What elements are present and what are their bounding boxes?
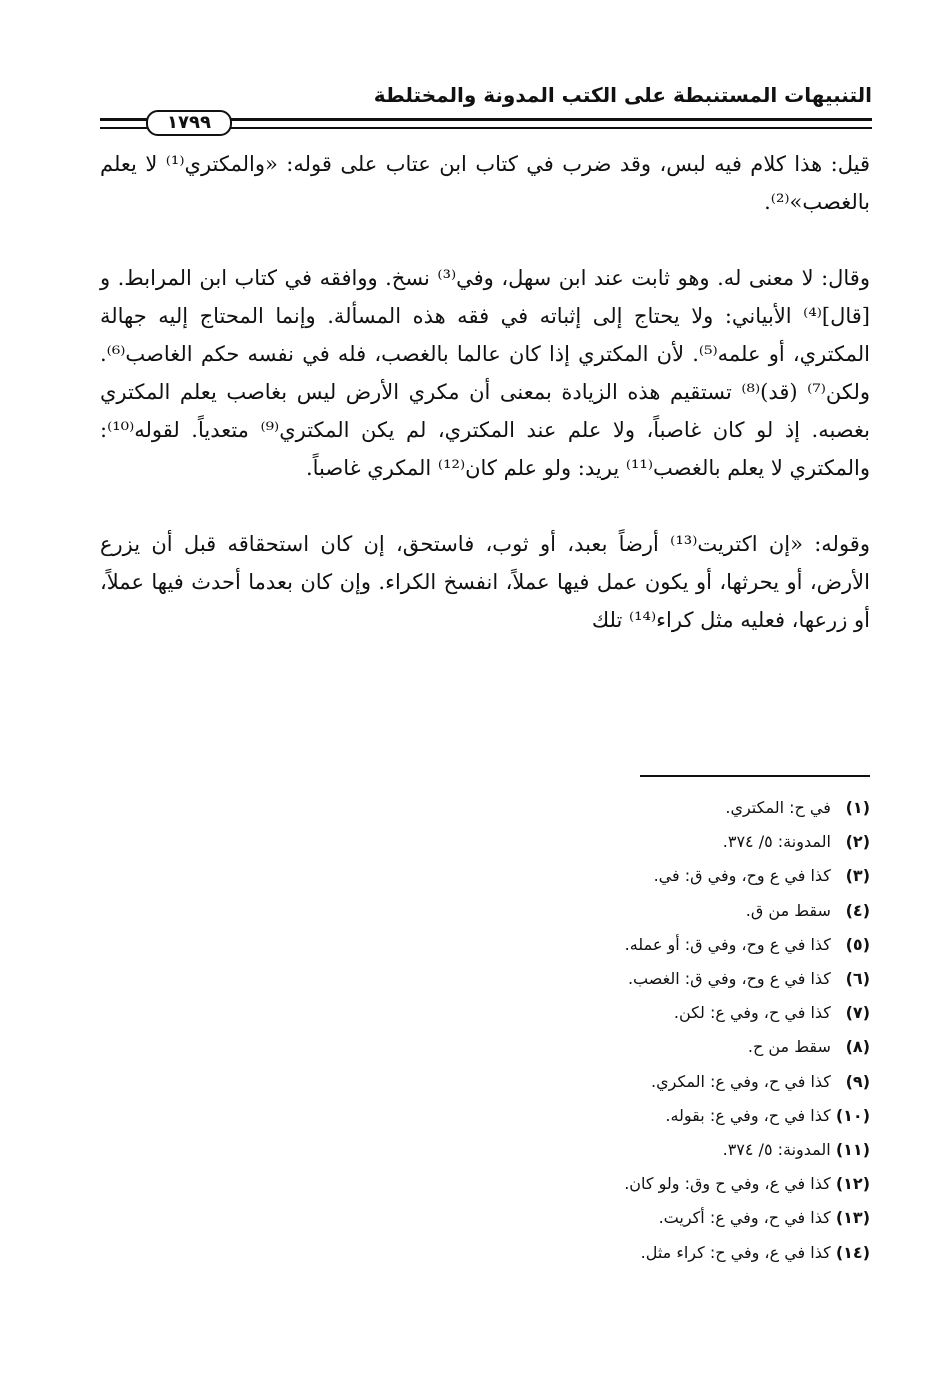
footnote: [100, 996, 870, 1030]
footnote: [100, 1065, 870, 1099]
footnote-number: (٧): [845, 1003, 870, 1023]
footnote-text: كذا في ع، وفي ح وق: ولو كان.: [624, 1174, 831, 1194]
footnote-text: سقط من ق.: [745, 900, 831, 920]
footnote-number: (٣): [845, 866, 870, 886]
paragraph: قيل: هذا كلام فيه لبس، وقد ضرب في كتاب ابن عتاب على قوله: «والمكتري⁽¹⁾ لا يعلم بالغصب»⁽²⁾.: [100, 152, 871, 214]
footnotes: [100, 791, 870, 1270]
footnote-number: (٩): [845, 1071, 870, 1091]
footnote-number: (٤): [845, 900, 870, 920]
page-header: [100, 82, 872, 108]
header-rule: [100, 110, 872, 136]
footnote-separator: [640, 775, 870, 777]
footnote-text: المدونة: ٥/ ٣٧٤.: [722, 832, 831, 852]
footnote: [100, 928, 870, 962]
paragraph: وقال: لا معنى له. وهو ثابت عند ابن سهل، وفي⁽³⁾ نسخ. ووافقه في كتاب ابن المرابط. و [قال]⁽⁴⁾ الأبياني: ولا يحتاج إلى إثباته في فقه هذه المسألة. وإنما المحتاج إليه جهالة المكتري، أو علمه⁽⁵⁾. لأن المكتري إذا كان عالما بالغصب، فله في نفسه حكم الغاصب⁽⁶⁾. ولكن⁽⁷⁾ (قد)⁽⁸⁾ تستقيم هذه الزيادة بمعنى أن مكري الأرض ليس بغاصب يعلم المكتري بغصبه. إذ لو كان غاصباً، ولا علم عند المكتري، لم يكن المكتري⁽⁹⁾ متعدياً. لقوله⁽¹⁰⁾: والمكتري لا يعلم بالغصب⁽¹¹⁾ يريد: ولو علم كان⁽¹²⁾ المكري غاصباً.: [100, 266, 870, 480]
footnote-text: في ح: المكتري.: [725, 798, 831, 817]
footnote-text: كذا في ع وح، وفي ق: أو عمله.: [624, 934, 831, 954]
footnote-text: كذا في ع، وفي ح: كراء مثل.: [640, 1242, 831, 1262]
main-text: [100, 145, 870, 639]
footnote: [100, 962, 870, 996]
running-title: التنبيهات المستنبطة على الكتب المدونة والمختلطة: [373, 83, 872, 107]
footnote-number: (١٤): [835, 1242, 870, 1262]
footnote: [100, 1099, 870, 1133]
footnote-number: (١٢): [835, 1174, 870, 1194]
footnote-text: كذا في ع وح، وفي ق: في.: [653, 866, 831, 886]
footnote: [100, 1236, 870, 1270]
footnote-text: كذا في ع وح، وفي ق: الغصب.: [627, 969, 831, 989]
footnote: [100, 1167, 870, 1201]
footnote: [100, 791, 870, 825]
footnote-number: (٦): [845, 969, 870, 989]
footnote-number: (١٣): [835, 1208, 870, 1228]
footnote: [100, 859, 870, 893]
footnote-number: (٥): [845, 934, 870, 954]
footnote: [100, 1201, 870, 1235]
footnote-text: كذا في ح، وفي ع: المكري.: [651, 1071, 831, 1091]
footnote-number: (٢): [845, 832, 870, 852]
footnote-number: (٨): [845, 1037, 870, 1057]
footnote: [100, 825, 870, 859]
footnote: [100, 1133, 870, 1167]
footnote-text: كذا في ح، وفي ع: لكن.: [673, 1003, 831, 1023]
footnote: [100, 894, 870, 928]
footnote-text: كذا في ح، وفي ع: أكريت.: [658, 1208, 831, 1228]
footnote-text: المدونة: ٥/ ٣٧٤.: [722, 1140, 831, 1160]
footnote-text: سقط من ح.: [747, 1037, 831, 1057]
footnote-text: كذا في ح، وفي ع: بقوله.: [665, 1105, 831, 1125]
footnote-number: (١١): [835, 1140, 870, 1160]
page-number: ١٧٩٩: [146, 110, 232, 136]
paragraph: وقوله: «إن اكتريت⁽¹³⁾ أرضاً بعبد، أو ثوب، فاستحق، إن كان استحقاقه قبل أن يزرع الأرض، أو يحرثها، أو يكون عمل فيها عملاً، انفسخ الكراء. وإن كان بعدما أحدث فيها عملاً، أو زرعها، فعليه مثل كراء⁽¹⁴⁾ تلك: [100, 532, 870, 632]
footnote: [100, 1030, 870, 1064]
footnote-number: (١٠): [835, 1105, 870, 1125]
footnote-number: (١): [845, 798, 870, 817]
